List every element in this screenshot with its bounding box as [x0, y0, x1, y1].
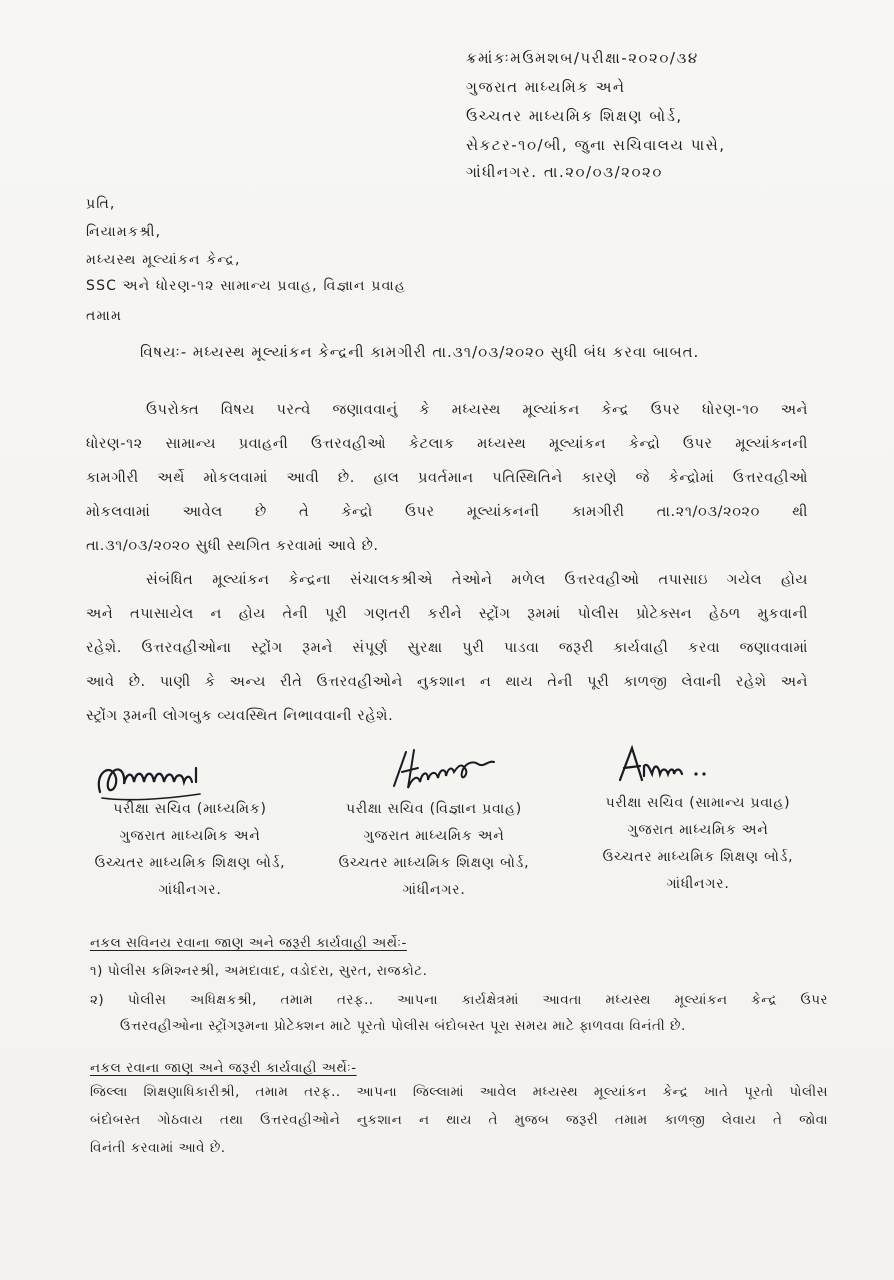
copy2-line1: જિલ્લા શિક્ષણાધિકારીશ્રી, તમામ તરફ.. આપના જિલ્લામાં આવેલ મધ્યસ્થ મૂલ્યાંકન કેન્દ્ર ખાતે પૂરતો પોલીસ — [90, 1084, 828, 1100]
signatory-2-org2: ઉચ્ચતર માધ્યમિક શિક્ષણ બોર્ડ, — [338, 855, 530, 871]
recipient-line2: મધ્યસ્થ મૂલ્યાંકન કેન્દ્ર, — [86, 252, 241, 268]
copy1-item2-line1: ૨) પોલીસ અધિક્ષકશ્રી, તમામ તરફ.. આપના કાર્યક્ષેત્રમાં આવતા મધ્યસ્થ મૂલ્યાંકન કેન્દ્ર ઉપર — [90, 992, 828, 1008]
para2-line1: સંબંધિત મૂલ્યાંકન કેન્દ્રના સંચાલકશ્રીએ તેઓને મળેલ ઉત્તરવહીઓ તપાસાઇ ગયેલ હોય — [146, 572, 808, 588]
recipient-line1: નિયામકશ્રી, — [86, 224, 162, 240]
signatory-1-org2: ઉચ્ચતર માધ્યમિક શિક્ષણ બોર્ડ, — [94, 855, 286, 871]
signatory-3-org1: ગુજરાત માધ્યમિક અને — [627, 822, 769, 838]
signatory-3-city: ગાંધીનગર. — [666, 876, 730, 892]
reference-number: ક્રમાંકઃમઉમશબ/પરીક્ષા-૨૦૨૦/૩૪ — [466, 49, 699, 67]
signatory-2-city: ગાંધીનગર. — [402, 882, 466, 898]
para1-line3: કામગીરી અર્થે મોકલવામાં આવી છે. હાલ પ્રવર્તમાન પતિસ્થિતિને કારણે જે કેન્દ્રોમાં ઉત્તરવહીઓ — [86, 470, 808, 486]
recipient-prati: પ્રતિ, — [86, 196, 116, 212]
signature-mark-3 — [614, 740, 724, 790]
signatory-2-title: પરીક્ષા સચિવ (વિજ્ઞાન પ્રવાહ) — [346, 801, 522, 817]
subject-line: વિષયઃ- મધ્યસ્થ મૂલ્યાંકન કેન્દ્રની કામગીરી તા.૩૧/૦૩/૨૦૨૦ સુધી બંધ કરવા બાબત. — [140, 343, 700, 361]
recipient-line4: તમામ — [86, 308, 123, 324]
signatory-3-title: પરીક્ષા સચિવ (સામાન્ય પ્રવાહ) — [605, 795, 791, 811]
org-name-line1: ગુજરાત માધ્યમિક અને — [466, 78, 626, 96]
copy2-line3: વિનંતી કરવામાં આવે છે. — [90, 1140, 226, 1156]
signatory-2-org1: ગુજરાત માધ્યમિક અને — [363, 828, 505, 844]
org-address: સેકટર-૧૦/બી, જુના સચિવાલય પાસે, — [466, 136, 726, 154]
city-date: ગાંધીનગર. તા.૨૦/૦૩/૨૦૨૦ — [466, 163, 663, 181]
signatory-3-org2: ઉચ્ચતર માધ્યમિક શિક્ષણ બોર્ડ, — [602, 849, 794, 865]
para2-line3: રહેશે. ઉત્તરવહીઓના સ્ટ્રોંગ રૂમને સંપૂર્ણ સુરક્ષા પુરી પાડવા જરૂરી કાર્યવાહી કરવા જણાવવામાં — [86, 640, 808, 656]
signatory-general — [564, 790, 832, 898]
para1-line5: તા.૩૧/૦૩/૨૦૨૦ સુધી સ્થગિત કરવામાં આવે છે. — [86, 538, 379, 554]
para2-line5: સ્ટ્રોંગ રૂમની લોગબુક વ્યવસ્થિત નિભાવવાની રહેશે. — [86, 708, 394, 724]
org-name-line2: ઉચ્ચતર માધ્યમિક શિક્ષણ બોર્ડ, — [466, 107, 683, 125]
copy1-item2-line2: ઉત્તરવહીઓના સ્ટ્રોંગરૂમના પ્રોટેક્શન માટે પૂરતો પોલીસ બંદોબસ્ત પૂરા સમય માટે ફાળવવા વિનંતી છે. — [120, 1018, 686, 1034]
para1-line1: ઉપરોક્ત વિષય પરત્વે જણાવવાનું કે મધ્યસ્થ મૂલ્યાંકન કેન્દ્ર ઉપર ધોરણ-૧૦ અને — [146, 402, 808, 418]
signatory-1-city: ગાંધીનગર. — [158, 882, 222, 898]
para1-line4: મોકલવામાં આવેલ છે તે કેન્દ્રો ઉપર મૂલ્યાંકનની કામગીરી તા.૨૧/૦૩/૨૦૨૦ થી — [86, 504, 808, 520]
copy1-item1: ૧) પોલીસ કમિશ્નરશ્રી, અમદાવાદ, વડોદરા, સુરત, રાજકોટ. — [90, 963, 428, 979]
signatory-1-title: પરીક્ષા સચિવ (માધ્યમિક) — [113, 801, 267, 817]
signatory-science — [304, 796, 564, 904]
copy1-heading: નકલ સવિનય રવાના જાણ અને જરૂરી કાર્યવાહી અર્થેઃ- — [90, 935, 407, 951]
signatory-secondary — [60, 796, 320, 904]
recipient-line3: SSC અને ધોરણ-૧૨ સામાન્ય પ્રવાહ, વિજ્ઞાન પ્રવાહ — [86, 278, 407, 294]
para2-line2: અને તપાસાયેલ ન હોય તેની પૂરી ગણતરી કરીને સ્ટ્રોંગ રૂમમાં પોલીસ પ્રોટેક્સન હેઠળ મુકવાની — [86, 606, 808, 622]
copy2-line2: બંદોબસ્ત ગોઠવાય તથા ઉત્તરવહીઓને નુકશાન ન થાય તે મુજબ જરૂરી તમામ કાળજી લેવાય તે જોવા — [90, 1112, 828, 1128]
para1-line2: ધોરણ-૧૨ સામાન્ય પ્રવાહની ઉત્તરવહીઓ કેટલાક મધ્યસ્થ મૂલ્યાંકન કેન્દ્રો ઉપર મૂલ્યાંકનની — [86, 436, 808, 452]
copy2-heading: નકલ રવાના જાણ અને જરૂરી કાર્યવાહી અર્થેઃ- — [90, 1060, 357, 1076]
signature-mark-2 — [388, 742, 508, 802]
signatory-1-org1: ગુજરાત માધ્યમિક અને — [119, 828, 261, 844]
para2-line4: આવે છે. પાણી કે અન્ય રીતે ઉત્તરવહીઓને નુકશાન ન થાય તેની પૂરી કાળજી લેવાની રહેશે અને — [86, 674, 808, 690]
